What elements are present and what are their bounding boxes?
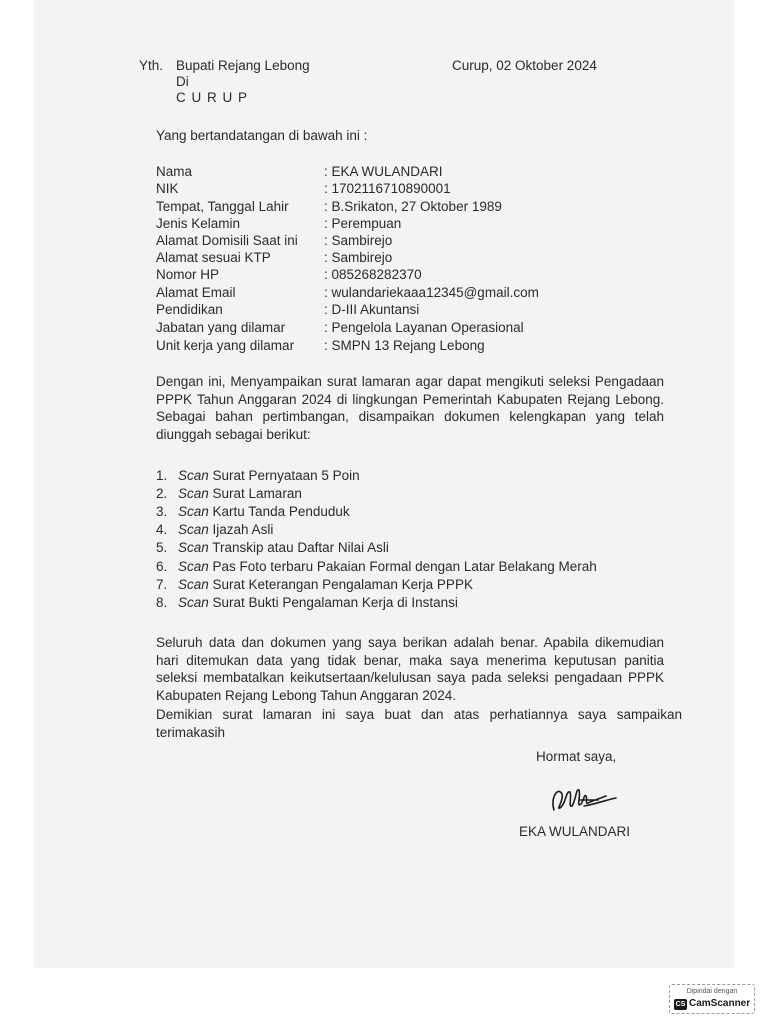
list-number: 1. — [156, 468, 168, 483]
field-value: : SMPN 13 Rejang Lebong — [324, 338, 485, 353]
list-item: Scan Ijazah Asli — [178, 522, 274, 537]
field-label: NIK — [156, 181, 179, 196]
field-label: Pendidikan — [156, 302, 223, 317]
paragraph-closing: Demikian surat lamaran ini saya buat dan atas perhatiannya saya sampaikan terimakasih — [156, 707, 682, 740]
field-label: Unit kerja yang dilamar — [156, 338, 295, 353]
paragraph-intro: Dengan ini, Menyampaikan surat lamaran agar dapat mengikuti seleksi Pengadaan PPPK Tahun Anggaran 2024 di lingkungan Pemerintah Kabupaten Rejang Lebong. Sebagai bahan pertimbangan, disampaikan dokumen kelengkapan yang telah diunggah sebagai berikut: — [156, 374, 664, 442]
field-value: : 1702116710890001 — [324, 181, 451, 196]
addressee: Bupati Rejang Lebong — [176, 58, 310, 73]
signature — [546, 780, 620, 820]
addressee-city: C U R U P — [176, 90, 249, 105]
field-value: : D-III Akuntansi — [324, 302, 420, 317]
camscanner-logo-icon: CS — [675, 1001, 686, 1008]
list-item: Scan Pas Foto terbaru Pakaian Formal dengan Latar Belakang Merah — [178, 559, 597, 574]
field-value: : EKA WULANDARI — [324, 164, 443, 179]
opening-line: Yang bertandatangan di bawah ini : — [156, 128, 368, 143]
field-value: : wulandariekaaa12345@gmail.com — [324, 285, 539, 300]
list-number: 5. — [156, 540, 168, 555]
signer-name: EKA WULANDARI — [519, 824, 631, 839]
list-number: 7. — [156, 577, 168, 592]
field-label: Alamat Email — [156, 285, 236, 300]
field-value: : Sambirejo — [324, 233, 393, 248]
field-label: Jabatan yang dilamar — [156, 320, 286, 335]
closing-greeting: Hormat saya, — [536, 749, 617, 764]
field-label: Nama — [156, 164, 193, 179]
list-number: 8. — [156, 595, 168, 610]
watermark-caption: Dipindai dengan — [686, 988, 738, 995]
list-number: 2. — [156, 486, 168, 501]
list-item: Scan Surat Keterangan Pengalaman Kerja PPPK — [178, 577, 473, 592]
list-item: Scan Surat Bukti Pengalaman Kerja di Instansi — [178, 595, 458, 610]
field-value: : Perempuan — [324, 216, 402, 231]
salutation-yth: Yth. — [139, 58, 164, 73]
field-label: Tempat, Tanggal Lahir — [156, 199, 289, 214]
field-label: Alamat sesuai KTP — [156, 250, 271, 265]
field-value: : B.Srikaton, 27 Oktober 1989 — [324, 199, 502, 214]
list-item: Scan Transkip atau Daftar Nilai Asli — [178, 540, 389, 555]
place-date: Curup, 02 Oktober 2024 — [452, 58, 597, 73]
list-number: 6. — [156, 559, 168, 574]
addressee-di: Di — [176, 74, 189, 89]
list-number: 3. — [156, 504, 168, 519]
list-number: 4. — [156, 522, 168, 537]
field-label: Jenis Kelamin — [156, 216, 241, 231]
list-item: Scan Kartu Tanda Penduduk — [178, 504, 350, 519]
watermark-brand: CamScanner — [689, 998, 751, 1009]
field-value: : Pengelola Layanan Operasional — [324, 320, 524, 335]
list-item: Scan Surat Lamaran — [178, 486, 302, 501]
paragraph-statement: Seluruh data dan dokumen yang saya berikan adalah benar. Apabila dikemudian hari ditemukan data yang tidak benar, maka saya menerima keputusan panitia seleksi membatalkan keikutsertaan/kelulusan saya pada seleksi pengadaan PPPK Kabupaten Rejang Lebong Tahun Anggaran 2024. — [156, 635, 664, 703]
field-value: : Sambirejo — [324, 250, 393, 265]
field-value: : 085268282370 — [324, 267, 422, 282]
camscanner-watermark — [669, 984, 755, 1014]
field-label: Alamat Domisili Saat ini — [156, 233, 298, 248]
list-item: Scan Surat Pernyataan 5 Poin — [178, 468, 360, 483]
field-label: Nomor HP — [156, 267, 220, 282]
